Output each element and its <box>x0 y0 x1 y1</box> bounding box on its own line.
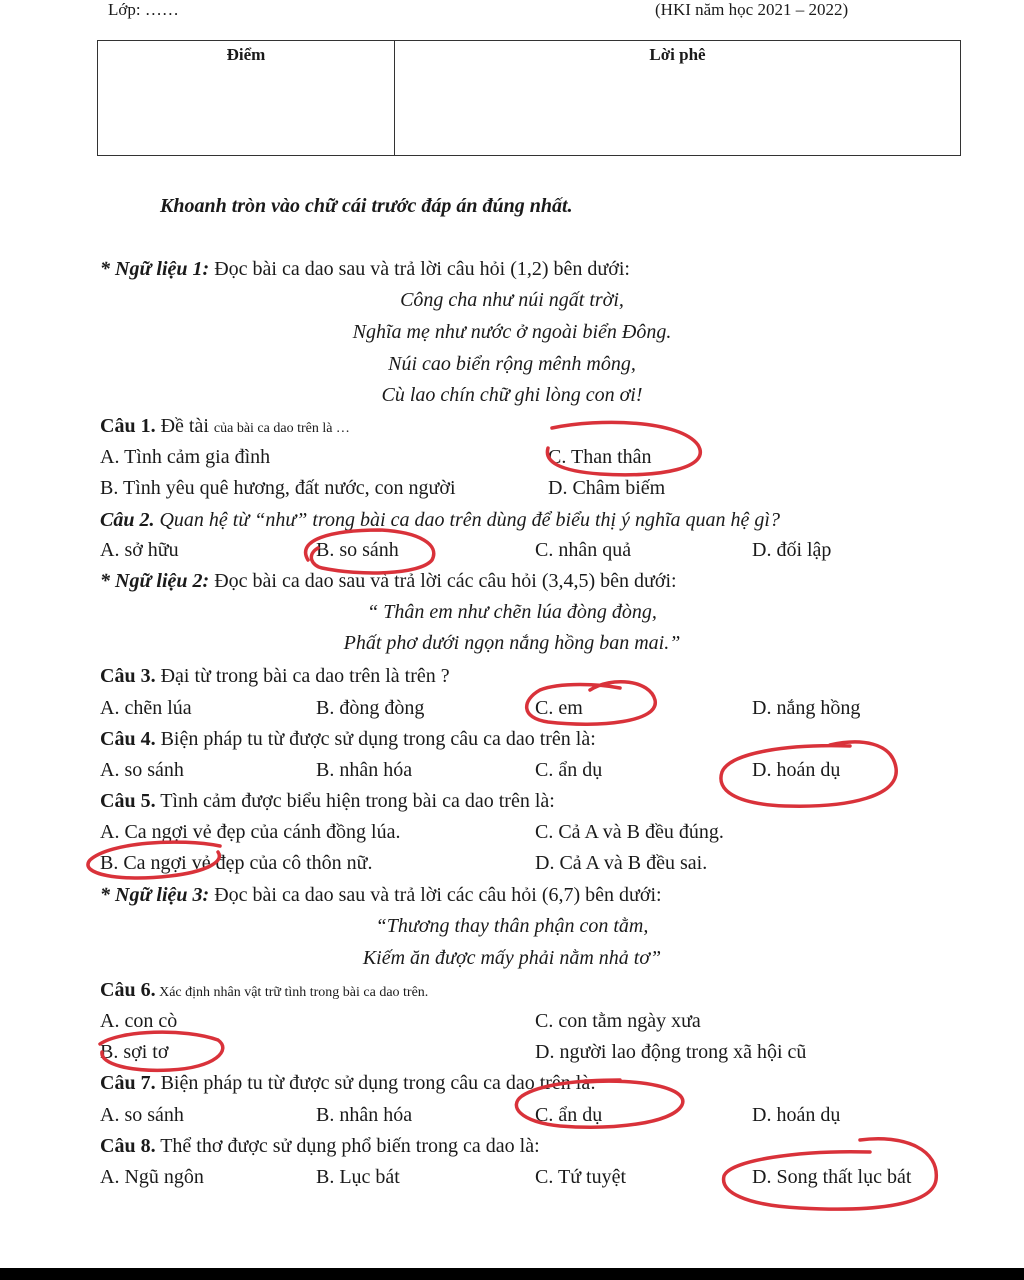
poem-1-line-1: Công cha như núi ngất trời, <box>400 289 624 311</box>
section-3-intro <box>100 884 662 907</box>
q5-option-a[interactable]: A. Ca ngợi vẻ đẹp của cánh đồng lúa. <box>100 821 401 843</box>
q5-option-c[interactable]: C. Cả A và B đều đúng. <box>535 821 724 843</box>
class-label: Lớp: …… <box>108 0 179 19</box>
question-1-number: Câu 1. <box>100 415 156 437</box>
question-8-number: Câu 8. <box>100 1135 156 1157</box>
question-3-number: Câu 3. <box>100 665 156 687</box>
q8-option-b[interactable]: B. Lục bát <box>316 1166 400 1188</box>
question-2 <box>100 509 780 532</box>
question-1-text: Đề tài <box>155 415 214 437</box>
q8-option-a[interactable]: A. Ngũ ngôn <box>100 1166 204 1188</box>
bottom-bar <box>0 1268 1024 1280</box>
poem-1-line-4: Cù lao chín chữ ghi lòng con ơi! <box>381 384 643 406</box>
q6-option-b[interactable]: B. sợi tơ <box>100 1041 169 1063</box>
question-5-text: Tình cảm được biểu hiện trong bài ca dao trên là: <box>155 790 555 812</box>
poem-3-line-1: “Thương thay thân phận con tằm, <box>375 915 649 937</box>
section-2-label: * Ngữ liệu 2: <box>100 570 210 592</box>
comment-cell <box>395 41 961 156</box>
section-1-label: * Ngữ liệu 1: <box>100 258 210 280</box>
q4-option-b[interactable]: B. nhân hóa <box>316 759 413 781</box>
q2-option-c[interactable]: C. nhân quả <box>535 539 632 561</box>
question-5 <box>100 790 555 813</box>
q3-option-a[interactable]: A. chẽn lúa <box>100 697 192 719</box>
section-3-text: Đọc bài ca dao sau và trả lời các câu hỏi (6,7) bên dưới: <box>209 884 662 906</box>
q7-option-c[interactable]: C. ẩn dụ <box>535 1104 603 1126</box>
section-2-intro <box>100 570 677 593</box>
question-8-text: Thể thơ được sử dụng phổ biến trong ca dao là: <box>155 1135 540 1157</box>
section-1-text: Đọc bài ca dao sau và trả lời câu hỏi (1,2) bên dưới: <box>209 258 630 280</box>
q6-option-a[interactable]: A. con cò <box>100 1010 178 1032</box>
question-6-number: Câu 6. <box>100 979 156 1001</box>
question-2-number: Câu 2. <box>100 509 155 531</box>
q2-option-d[interactable]: D. đối lập <box>752 539 832 561</box>
q4-option-a[interactable]: A. so sánh <box>100 759 184 781</box>
term-label: (HKI năm học 2021 – 2022) <box>655 0 849 19</box>
q3-option-b[interactable]: B. đòng đòng <box>316 697 425 719</box>
comment-header: Lời phê <box>649 45 706 64</box>
question-5-number: Câu 5. <box>100 790 156 812</box>
score-table <box>97 40 961 156</box>
poem-1-line-2: Nghĩa mẹ như nước ở ngoài biển Đông. <box>352 321 672 343</box>
q3-option-c[interactable]: C. em <box>535 697 583 719</box>
score-header: Điểm <box>226 45 266 64</box>
poem-1-line-3: Núi cao biển rộng mênh mông, <box>388 353 636 375</box>
q7-option-d[interactable]: D. hoán dụ <box>752 1104 841 1126</box>
section-3-label: * Ngữ liệu 3: <box>100 884 210 906</box>
question-2-text: Quan hệ từ “như” trong bài ca dao trên dùng để biểu thị ý nghĩa quan hệ gì? <box>154 509 780 531</box>
q7-option-b[interactable]: B. nhân hóa <box>316 1104 413 1126</box>
question-7-number: Câu 7. <box>100 1072 156 1094</box>
q3-option-d[interactable]: D. nắng hồng <box>752 697 861 719</box>
q2-option-a[interactable]: A. sở hữu <box>100 539 179 561</box>
section-1-intro <box>100 258 630 281</box>
q6-option-c[interactable]: C. con tằm ngày xưa <box>535 1010 701 1032</box>
q1-option-d[interactable]: D. Châm biếm <box>548 477 666 499</box>
question-1 <box>100 415 350 438</box>
q5-option-d[interactable]: D. Cả A và B đều sai. <box>535 852 708 874</box>
instruction: Khoanh tròn vào chữ cái trước đáp án đúng nhất. <box>160 195 573 217</box>
question-7-text: Biện pháp tu từ được sử dụng trong câu ca dao trên là: <box>155 1072 596 1094</box>
q8-option-c[interactable]: C. Tứ tuyệt <box>535 1166 627 1188</box>
q5-option-b[interactable]: B. Ca ngợi vẻ đẹp của cô thôn nữ. <box>100 852 373 874</box>
q6-option-d[interactable]: D. người lao động trong xã hội cũ <box>535 1041 807 1063</box>
question-1-text-small: của bài ca dao trên là … <box>213 421 350 436</box>
q1-option-b[interactable]: B. Tình yêu quê hương, đất nước, con người <box>100 477 456 499</box>
question-7 <box>100 1072 596 1095</box>
score-cell <box>98 41 395 156</box>
question-6-text: Xác định nhân vật trữ tình trong bài ca dao trên. <box>155 985 429 1000</box>
question-4-number: Câu 4. <box>100 728 156 750</box>
question-3 <box>100 665 450 688</box>
question-4-text: Biện pháp tu từ được sử dụng trong câu ca dao trên là: <box>155 728 596 750</box>
q4-option-c[interactable]: C. ẩn dụ <box>535 759 603 781</box>
question-4 <box>100 728 596 751</box>
question-3-text: Đại từ trong bài ca dao trên là trên ? <box>155 665 450 687</box>
question-8 <box>100 1135 540 1158</box>
q1-option-c[interactable]: C. Than thân <box>548 446 652 468</box>
q1-option-a[interactable]: A. Tình cảm gia đình <box>100 446 271 468</box>
section-2-text: Đọc bài ca dao sau và trả lời các câu hỏi (3,4,5) bên dưới: <box>209 570 677 592</box>
poem-2-line-1: “ Thân em như chẽn lúa đòng đòng, <box>367 601 657 623</box>
q7-option-a[interactable]: A. so sánh <box>100 1104 184 1126</box>
q4-option-d[interactable]: D. hoán dụ <box>752 759 841 781</box>
q2-option-b[interactable]: B. so sánh <box>316 539 399 561</box>
question-6 <box>100 979 428 1002</box>
poem-3-line-2: Kiếm ăn được mấy phải nằm nhả tơ” <box>362 947 662 969</box>
q8-option-d[interactable]: D. Song thất lục bát <box>752 1166 912 1188</box>
poem-2-line-2: Phất phơ dưới ngọn nắng hồng ban mai.” <box>343 632 681 654</box>
